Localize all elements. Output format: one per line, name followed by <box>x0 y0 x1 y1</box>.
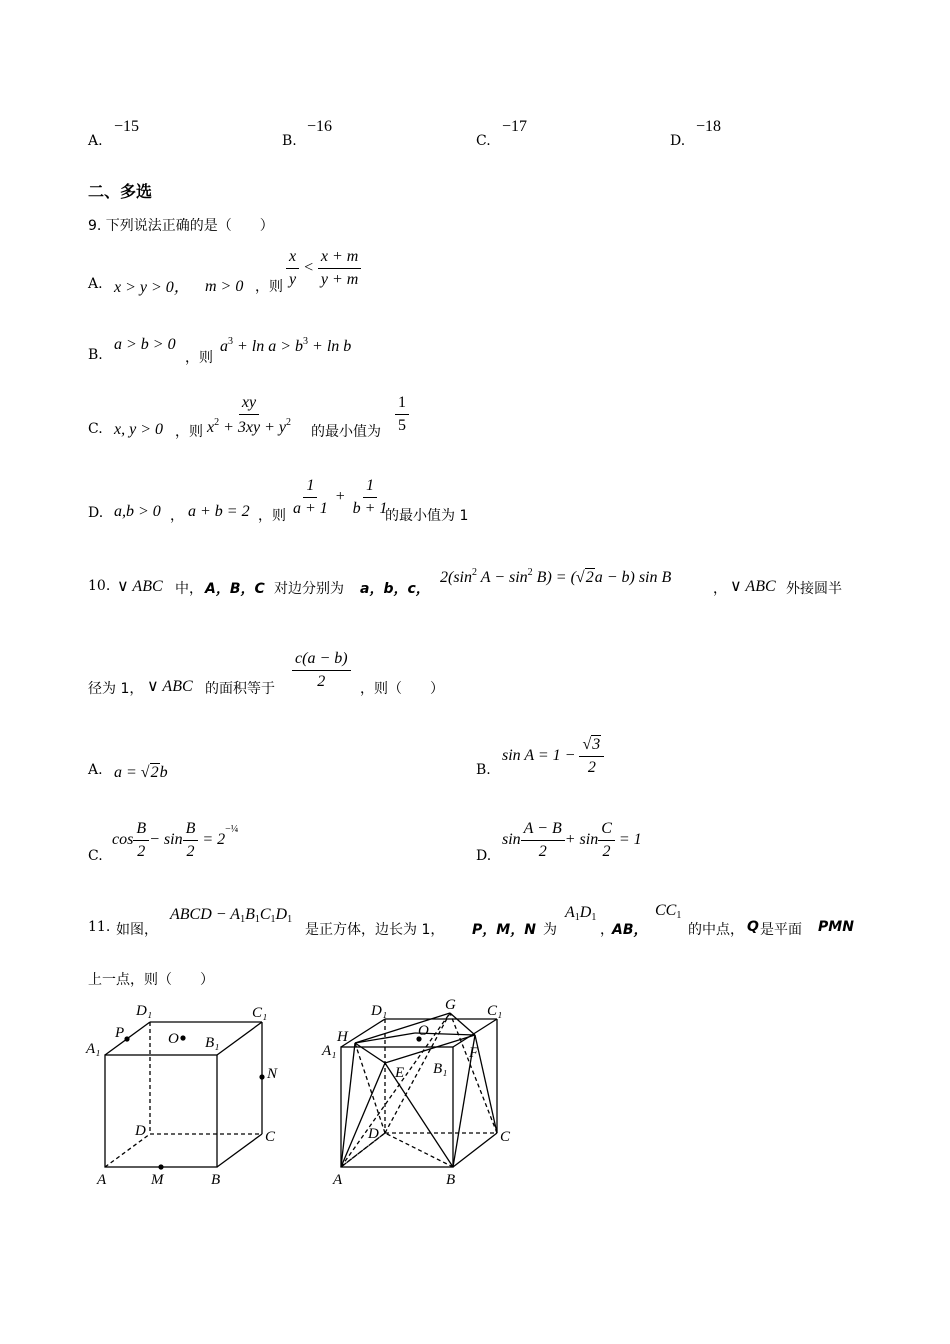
option-label: A. <box>88 276 103 292</box>
question-number: 11. <box>88 919 111 935</box>
option-value: −16 <box>307 118 333 135</box>
option-label: D. <box>476 848 492 864</box>
section-heading: 二、多选 <box>88 182 153 201</box>
option-label: C. <box>476 133 491 149</box>
condition: m > 0 <box>205 278 244 295</box>
question-number: 10. <box>88 578 111 594</box>
option-label: D. <box>670 133 686 149</box>
label-b: B <box>446 1172 456 1188</box>
inequality-formula: $\frac{x}{y}$ < $\frac{x + m}{y + m}$ <box>286 248 361 288</box>
then-text: ，则 <box>185 350 213 366</box>
option-formula: sin A = 1 − $\frac{√3}{2}$ <box>502 736 604 776</box>
label-h: H <box>337 1029 348 1045</box>
label-c1: C₁ <box>487 1003 503 1019</box>
stem-text: PMN <box>818 919 854 935</box>
label-d: D <box>368 1126 379 1142</box>
stem-text: 是平面 <box>760 922 802 938</box>
label-o: O <box>168 1031 179 1047</box>
stem-text: 上一点，则（ ） <box>88 972 214 988</box>
option-value: −18 <box>696 118 722 135</box>
label-g: G <box>445 997 456 1013</box>
stem-text: a，b，c， <box>360 581 430 597</box>
inequality-formula: $a^3 + \ln a > b^3 + \ln b$ <box>220 336 352 355</box>
label-b1: B₁ <box>433 1061 448 1077</box>
then-text: ，则 <box>258 508 286 524</box>
triangle-abc: ∨ ABC <box>147 678 193 695</box>
condition-formula: $2(\sin^2$ $A - \sin^2 B) = (√2a - b)$ sin B <box>440 567 672 586</box>
label-c: C <box>500 1129 511 1145</box>
label-a: A <box>97 1172 107 1188</box>
q9-stem: 9. 下列说法正确的是（ ） <box>88 218 274 234</box>
label-p: P <box>115 1025 125 1041</box>
label-d1: D₁ <box>136 1003 153 1019</box>
condition: a,b > 0 <box>114 503 161 520</box>
option-formula: a = √2b <box>114 764 168 781</box>
label-c1: C₁ <box>252 1005 268 1021</box>
cube-name: ABCD − $A_1B_1C_1D_1$ <box>170 906 293 925</box>
option-label: A. <box>88 762 103 778</box>
stem-text: 的中点， <box>688 922 744 938</box>
stem-text: 为 <box>543 922 557 938</box>
label-e: E <box>395 1065 405 1081</box>
condition: x, y > 0 <box>114 421 163 438</box>
option-label: B. <box>88 347 103 363</box>
triangle-abc: ∨ ABC <box>117 578 163 595</box>
comma: ， <box>170 508 184 524</box>
label-a1: A₁ <box>86 1041 101 1057</box>
option-label: C. <box>88 421 103 437</box>
stem-text: 中， <box>175 581 203 597</box>
tail-text: 的最小值为 <box>311 424 381 440</box>
option-label: B. <box>282 133 297 149</box>
label-m: M <box>151 1172 164 1188</box>
stem-text: 是正方体，边长为 1， <box>305 922 445 938</box>
option-label: C. <box>88 848 103 864</box>
option-formula: sin $\frac{A - B}{2}$ + sin $\frac{C}{2}$ = 1 <box>502 820 642 860</box>
cube-figure-2 <box>315 995 530 1195</box>
label-n: N <box>267 1066 278 1082</box>
stem-text: P，M，N <box>472 922 536 938</box>
option-value: −15 <box>114 118 140 135</box>
label-c: C <box>265 1129 276 1145</box>
stem-text: 对边分别为 <box>274 581 344 597</box>
label-d1: D₁ <box>371 1003 388 1019</box>
label-f: F <box>469 1045 479 1061</box>
condition: a + b = 2 <box>188 503 250 520</box>
condition: x > y > 0， <box>114 279 190 296</box>
stem-text: 的面积等于 <box>205 681 275 697</box>
stem-text: Q <box>747 919 759 935</box>
label-a: A <box>333 1172 343 1188</box>
label-o: O <box>418 1023 429 1039</box>
segment-cc1: $CC_1$ <box>655 902 682 921</box>
expression-formula: $\frac{xy}{x^2 + 3xy + y^2}$ <box>207 394 292 436</box>
stem-text: A，B，C <box>205 581 265 597</box>
stem-text: 径为 1， <box>88 681 144 697</box>
option-label: A. <box>88 133 103 149</box>
min-value: $\frac{1}{5}$ <box>395 394 409 434</box>
stem-text: AB， <box>612 922 648 938</box>
stem-text: ， <box>600 922 614 938</box>
segment-a1d1: $A_1D_1$ <box>565 904 597 923</box>
label-b: B <box>211 1172 221 1188</box>
condition: a > b > 0 <box>114 336 176 353</box>
tail-text: 的最小值为 1 <box>385 508 469 524</box>
option-formula: cos $\frac{B}{2}$ − sin $\frac{B}{2}$ = $2^{-\frac{1}{4}}$ <box>112 820 239 860</box>
stem-text: 外接圆半 <box>786 581 842 597</box>
label-b1: B₁ <box>205 1035 220 1051</box>
area-formula: $\frac{c(a - b)}{2}$ <box>292 650 351 690</box>
expression-formula: $\frac{1}{a + 1}$ + $\frac{1}{b + 1}$ <box>293 477 388 517</box>
label-d: D <box>135 1123 146 1139</box>
label-a1: A₁ <box>322 1043 337 1059</box>
then-text: ，则 <box>175 424 203 440</box>
cube-figure-1 <box>80 995 300 1195</box>
stem-text: ，则（ ） <box>360 681 444 697</box>
option-label: B. <box>476 762 491 778</box>
stem-text: 如图， <box>116 922 158 938</box>
option-label: D. <box>88 505 104 521</box>
stem-text: ， <box>713 581 727 597</box>
then-text: ，则 <box>255 279 283 295</box>
triangle-abc: ∨ ABC <box>730 578 776 595</box>
option-value: −17 <box>502 118 528 135</box>
